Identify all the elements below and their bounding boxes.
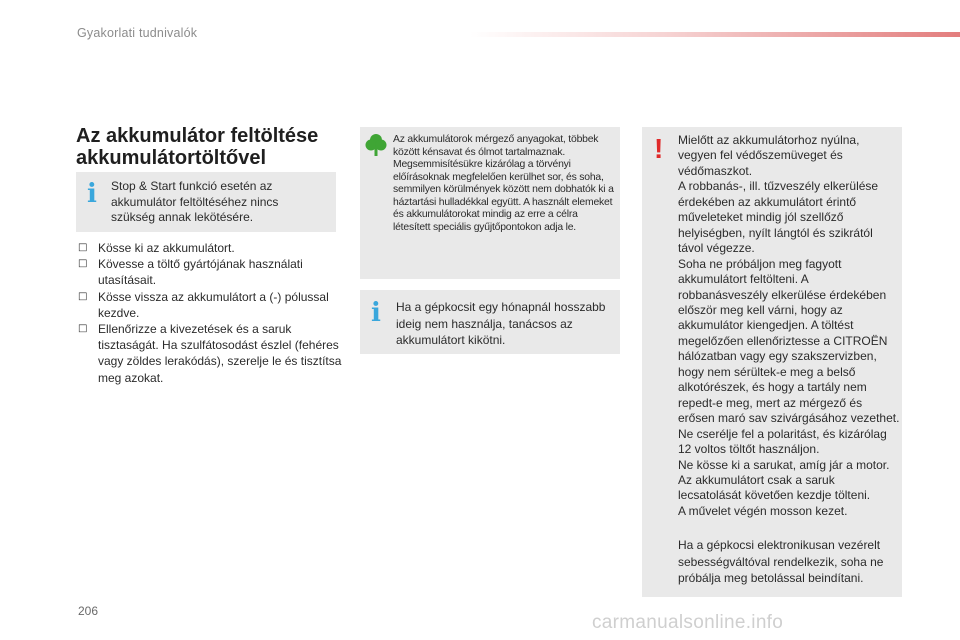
info-icon: i [371,298,381,328]
checkbox-bullet-icon: □ [78,258,88,270]
long-storage-info-box [360,290,620,354]
warning-paragraph: A művelet végén mosson kezet. [678,503,848,518]
warning-paragraph: A robbanás-, ill. tűzveszély elkerülése érdekében az akkumulátort érintő műveleteket mindig jól szellőző helyiségben, nyílt lángtól és szikrától távol végezze. [678,179,879,256]
checkbox-bullet-icon: □ [78,290,88,302]
safety-warning-box [642,127,902,597]
step-item [76,321,342,386]
recycling-note-box [360,127,620,279]
recycling-note-text: Az akkumulátorok mérgező anyagokat, többek között kénsavat és ólmot tartalmaznak. Megsemmisítésükre kizárólag a törvényi előírásoknak megfelelően kerülhet sor, és soha, semmilyen körülmények között nem dobhatók ki a háztartási hulladékkal együtt. A használt elemeket és akkumulátorokat mindig az erre a célra létesített speciális gyűjtőpontokon adja le. [393,134,614,233]
gearbox-warning-text: Ha a gépkocsi elektronikusan vezérelt sebességváltóval rendelkezik, soha ne próbálja meg betolással beindítani. [678,538,884,585]
step-text: Kövesse a töltő gyártójának használati utasításait. [98,257,303,288]
step-text: Kösse vissza az akkumulátort a (-) pólussal kezdve. [98,289,329,320]
warning-paragraph: Ne cserélje fel a polaritást, és kizárólag 12 voltos töltőt használjon. [678,426,887,457]
step-text: Kösse ki az akkumulátort. [98,241,235,255]
header-title: Gyakorlati tudnivalók [77,26,198,40]
stop-start-info-text: Stop & Start funkció esetén az akkumulátor feltöltéséhez nincs szükség annak lekötésére. [111,179,279,224]
watermark: carmanualsonline.info [592,612,784,633]
warning-paragraph: Mielőtt az akkumulátorhoz nyúlna, vegyen fel védőszemüveget és védőmaszkot. [678,133,860,178]
warning-icon: ! [654,133,664,164]
safety-warning-text [678,133,900,519]
stop-start-info-box [76,172,336,232]
step-item [76,289,342,321]
warning-paragraph: Ne kösse ki a sarukat, amíg jár a motor. [678,457,890,472]
step-item [76,256,342,288]
step-item [76,240,342,256]
checkbox-bullet-icon: □ [78,242,88,253]
steps-list [76,240,342,386]
tree-icon [365,133,387,157]
info-icon: i [87,179,97,209]
long-storage-info-text: Ha a gépkocsit egy hónapnál hosszabb ideig nem használja, tanácsos az akkumulátort kikötni. [396,300,606,347]
warning-paragraph: Soha ne próbáljon meg fagyott akkumulátort feltölteni. A robbanásveszély elkerülése érdekében először meg kell várni, hogy az akkumulátor kiengedjen. A töltést megelőzően ellenőriztesse a CITROËN hálózatban vagy egy szakszervizben, hogy nem sérültek-e meg a belső alkotórészek, és hogy a tartály nem repedt-e meg, mert az mérgező és erősen maró sav szivárgásához vezethet. [678,256,900,426]
page-number: 206 [78,604,99,618]
header-accent-bar [470,32,960,37]
page-title: Az akkumulátor feltöltése akkumulátortöltővel [76,125,319,169]
checkbox-bullet-icon: □ [78,323,88,335]
warning-paragraph: Az akkumulátort csak a saruk lecsatolását követően kezdje tölteni. [678,472,871,503]
step-text: Ellenőrizze a kivezetések és a saruk tisztaságát. Ha szulfátosodást észlel (fehéres vagy zöldes lerakódás), szerelje le és tisztítsa meg azokat. [98,322,342,385]
